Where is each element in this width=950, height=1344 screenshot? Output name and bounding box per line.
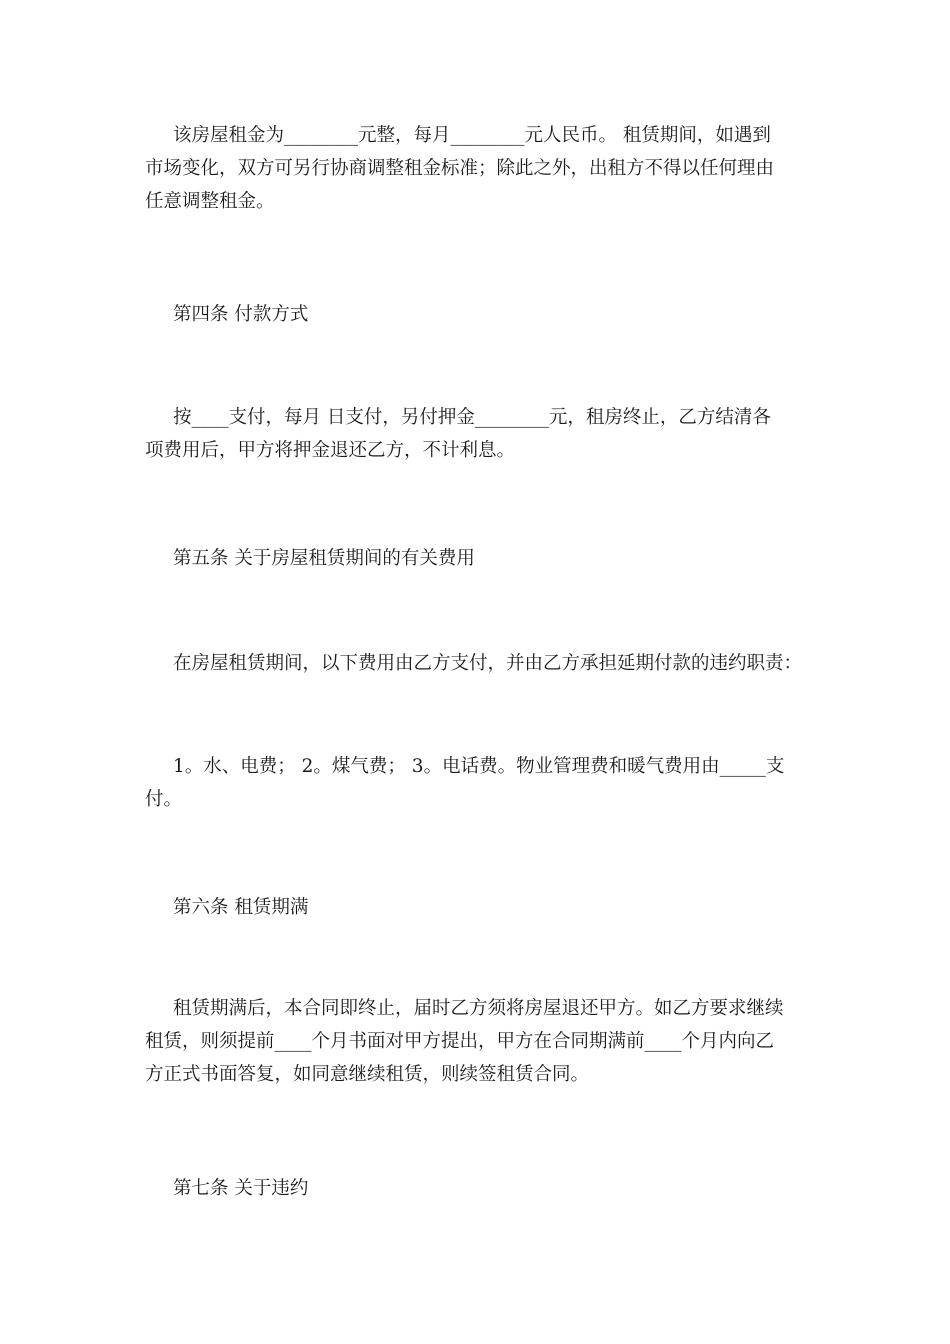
text-line: 按____支付，每月 日支付，另付押金________元，租房终止，乙方结清各: [173, 407, 771, 428]
text-line: 租赁，则须提前____个月书面对甲方提出，甲方在合同期满前____个月内向乙: [145, 1031, 775, 1052]
section-heading: 第四条 付款方式: [173, 304, 309, 325]
text-line: 该房屋租金为________元整，每月________元人民币。 租赁期间，如遇到: [173, 125, 771, 146]
text-line: 任意调整租金。: [145, 191, 275, 212]
paragraph-fees-intro: [145, 647, 825, 680]
section-heading: 第五条 关于房屋租赁期间的有关费用: [173, 548, 475, 569]
paragraph-rent-amount: [145, 119, 825, 218]
text-line: 付。: [145, 789, 183, 810]
heading-article-6: [145, 891, 825, 924]
paragraph-lease-expiry: [145, 992, 825, 1091]
heading-article-7: [145, 1172, 825, 1205]
text-line: 租赁期满后，本合同即终止，届时乙方须将房屋退还甲方。如乙方要求继续: [173, 998, 784, 1019]
text-line: 在房屋租赁期间，以下费用由乙方支付，并由乙方承担延期付款的违约职责：: [173, 653, 803, 674]
text-line: 市场变化，双方可另行协商调整租金标准；除此之外，出租方不得以任何理由: [145, 158, 775, 179]
text-line: 1。水、电费； 2。煤气费； 3。电话费。物业管理费和暖气费用由_____支: [173, 756, 785, 777]
paragraph-payment-method: [145, 401, 825, 467]
heading-article-5: [145, 542, 825, 575]
section-heading: 第六条 租赁期满: [173, 897, 309, 918]
paragraph-fees-list: [145, 750, 825, 816]
section-heading: 第七条 关于违约: [173, 1178, 309, 1199]
heading-article-4: [145, 298, 825, 331]
text-line: 方正式书面答复，如同意继续租赁，则续签租赁合同。: [145, 1064, 590, 1085]
text-line: 项费用后，甲方将押金退还乙方，不计利息。: [145, 440, 516, 461]
